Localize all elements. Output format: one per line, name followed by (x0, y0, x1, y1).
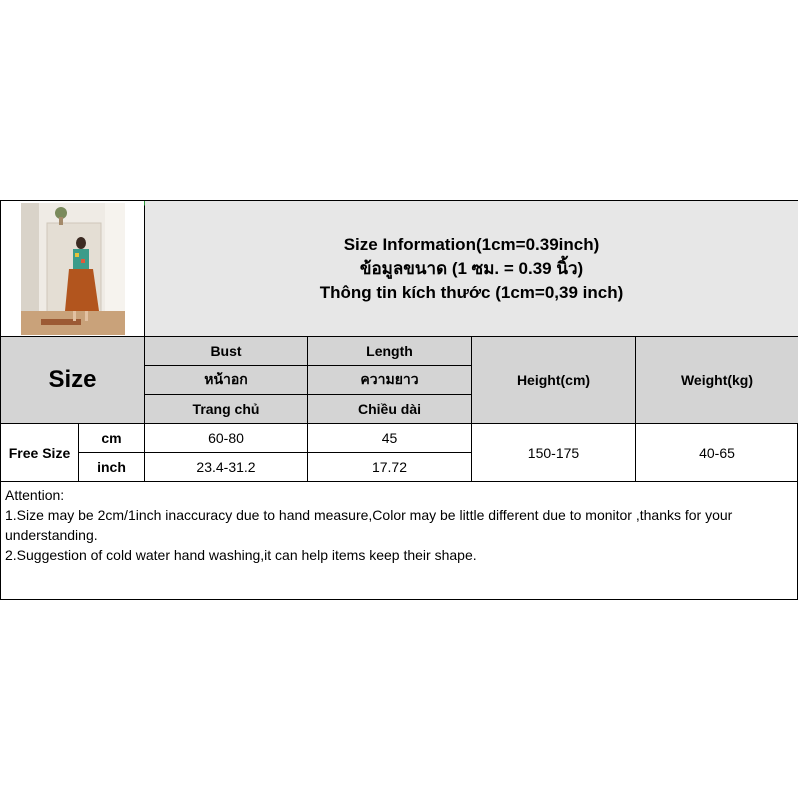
title-thai: ข้อมูลขนาด (1 ซม. = 0.39 นิ้ว) (359, 258, 584, 278)
unit-inch-label: inch (79, 453, 145, 482)
height-header: Height(cm) (472, 337, 636, 424)
bust-header-th: หน้าอก (145, 366, 308, 395)
length-header-th: ความยาว (308, 366, 472, 395)
length-inch-value: 17.72 (308, 453, 472, 482)
notes-heading: Attention: (5, 487, 65, 503)
size-information-header (145, 201, 798, 337)
unit-cm-label: cm (79, 424, 145, 453)
weight-value: 40-65 (636, 424, 798, 482)
notes-line-2: 2.Suggestion of cold water hand washing,it can help items keep their shape. (5, 547, 477, 563)
size-chart (0, 200, 798, 600)
height-value: 150-175 (472, 424, 636, 482)
model-photo-icon (21, 203, 125, 335)
title-english: Size Information(1cm=0.39inch) (343, 234, 600, 254)
bust-header-vi: Trang chủ (145, 395, 308, 424)
length-cm-value: 45 (308, 424, 472, 453)
photo-cell (1, 201, 145, 337)
notes-line-1: 1.Size may be 2cm/1inch inaccuracy due to hand measure,Color may be little different due to monitor ,thanks for your understanding. (5, 507, 733, 543)
weight-header: Weight(kg) (636, 337, 798, 424)
title-vietnamese: Thông tin kích thước (1cm=0,39 inch) (319, 282, 624, 302)
bust-inch-value: 23.4-31.2 (145, 453, 308, 482)
free-size-label: Free Size (1, 424, 79, 482)
length-header-vi: Chiều dài (308, 395, 472, 424)
attention-notes (1, 482, 798, 600)
bust-cm-value: 60-80 (145, 424, 308, 453)
length-header-en: Length (308, 337, 472, 366)
bust-header-en: Bust (145, 337, 308, 366)
size-header: Size (1, 337, 145, 424)
